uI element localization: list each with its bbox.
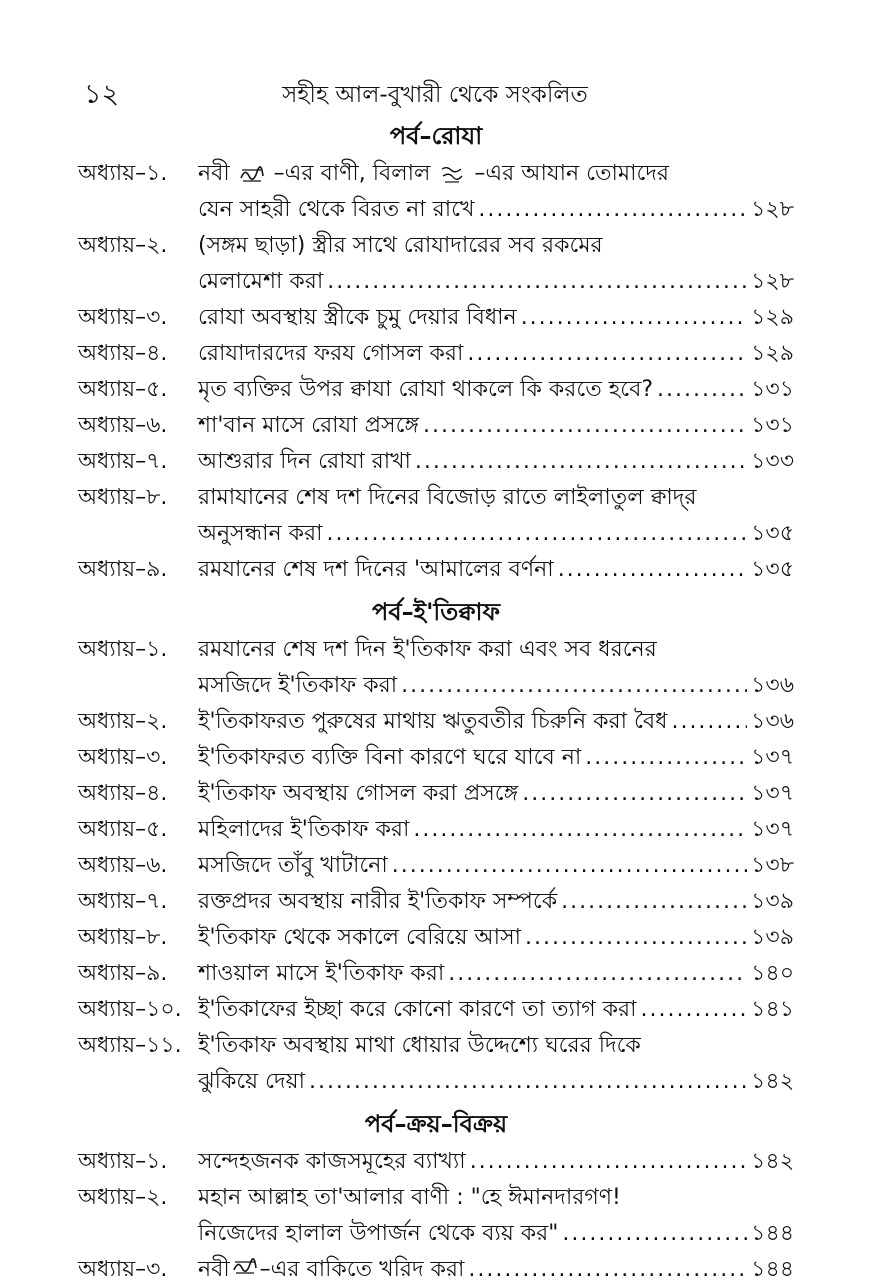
chapter-label: অধ্যায়–১১.	[78, 1033, 182, 1058]
chapter-label: অধ্যায়–৫.	[78, 817, 168, 842]
entry-text: নবী	[198, 161, 230, 186]
dot-leader	[470, 1144, 747, 1180]
chapter-label: অধ্যায়–৬.	[78, 413, 168, 438]
salawat-calligraphy-icon	[232, 1256, 258, 1276]
chapter-label: অধ্যায়–৯.	[78, 961, 168, 986]
chapter-label: অধ্যায়–৩.	[78, 305, 168, 330]
page-number: ১২	[84, 79, 120, 110]
entry-title: ই'তিকাফরত ব্যক্তি বিনা কারণে ঘরে যাবে না	[198, 745, 582, 770]
entry-title: –এর বাকিতে খরিদ করা	[259, 1257, 465, 1282]
entry-title: মসজিদে তাঁবু খাটানো	[198, 853, 388, 878]
dot-leader	[448, 956, 747, 992]
entry-title: রক্তপ্রদর অবস্থায় নারীর ই'তিকাফ সম্পর্কে	[198, 889, 558, 914]
entry-title: সন্দেহজনক কাজসমূহের ব্যাখ্যা	[198, 1149, 466, 1174]
toc-entry	[78, 812, 794, 848]
dot-leader	[468, 1252, 747, 1288]
section-title-roza: পর্ব–রোযা	[389, 122, 483, 150]
toc-entry	[78, 740, 794, 776]
chapter-label: অধ্যায়–১.	[78, 637, 168, 662]
page-ref: ১৪২	[751, 1149, 794, 1174]
page-header	[0, 60, 870, 110]
toc-entry	[78, 1252, 794, 1288]
chapter-label: অধ্যায়–৩.	[78, 1257, 168, 1282]
chapter-label: অধ্যায়–৪.	[78, 781, 168, 806]
chapter-label: অধ্যায়–৮.	[78, 925, 168, 950]
toc-entry	[78, 480, 794, 552]
dot-leader	[657, 372, 747, 408]
dot-leader	[327, 516, 748, 552]
page-ref: ১৪০	[751, 961, 794, 986]
toc-entry	[78, 1144, 794, 1180]
page-ref: ১৩৯	[751, 925, 794, 950]
toc-entry	[78, 336, 794, 372]
toc-entry	[78, 408, 794, 444]
toc-entry	[78, 1180, 794, 1252]
toc-entry	[78, 1028, 794, 1100]
toc-entry	[78, 444, 794, 480]
page-ref: ১২৮	[751, 269, 794, 294]
page-ref: ১৪৪	[751, 1221, 794, 1246]
page-ref: ১৩৭	[751, 745, 794, 770]
toc-entry	[78, 552, 794, 588]
toc-entry	[78, 632, 794, 704]
chapter-label: অধ্যায়–৯.	[78, 557, 168, 582]
section-title-itikaf: পর্ব–ই'তিক্বাফ	[371, 598, 501, 626]
page-ref: ১৩৬	[751, 673, 794, 698]
toc-entry	[78, 920, 794, 956]
dot-leader	[478, 192, 747, 228]
dot-leader	[413, 812, 747, 848]
entry-title-line: (সঙ্গম ছাড়া) স্ত্রীর সাথে রোযাদারের সব রকমের	[198, 233, 603, 258]
dot-leader	[401, 668, 747, 704]
dot-leader	[521, 300, 747, 336]
entry-title-line: ই'তিকাফ অবস্থায় মাথা ধোয়ার উদ্দেশ্যে ঘরের দিকে	[198, 1033, 641, 1058]
entry-title-line: মহান আল্লাহ তা'আলার বাণী : "হে ঈমানদারগণ!	[198, 1185, 621, 1210]
entry-text: –এর আযান তোমাদের	[474, 161, 669, 186]
page-ref: ১৩১	[751, 413, 794, 438]
dot-leader	[415, 444, 747, 480]
entry-title: ই'তিকাফ অবস্থায় গোসল করা প্রসঙ্গে	[198, 781, 519, 806]
toc-entry	[78, 884, 794, 920]
dot-leader	[585, 740, 747, 776]
page-ref: ১৩৭	[751, 781, 794, 806]
page-ref: ১৩৮	[751, 853, 794, 878]
dot-leader	[561, 884, 747, 920]
chapter-label: অধ্যায়–৮.	[78, 485, 168, 510]
entry-title: ই'তিকাফরত পুরুষের মাথায় ঋতুবতীর চিরুনি করা বৈধ	[198, 709, 668, 734]
chapter-label: অধ্যায়–৫.	[78, 377, 168, 402]
page-ref: ১৩১	[751, 377, 794, 402]
toc-entry	[78, 372, 794, 408]
page-ref: ১৩৩	[751, 449, 794, 474]
toc-entry	[78, 300, 794, 336]
dot-leader	[525, 920, 747, 956]
dot-leader	[562, 1216, 747, 1252]
entry-title: রমযানের শেষ দশ দিনের 'আমালের বর্ণনা	[198, 557, 554, 582]
chapter-label: অধ্যায়–৭.	[78, 889, 168, 914]
page-ref: ১৩৯	[751, 889, 794, 914]
entry-title: মসজিদে ই'তিকাফ করা	[198, 673, 398, 698]
chapter-label: অধ্যায়–২.	[78, 709, 168, 734]
entry-title: মহিলাদের ই'তিকাফ করা	[198, 817, 410, 842]
chapter-label: অধ্যায়–৩.	[78, 745, 168, 770]
chapter-label: অধ্যায়–৭.	[78, 449, 168, 474]
section-title-trade: পর্ব–ক্রয়–বিক্রয়	[364, 1110, 508, 1138]
entry-title-line: রমযানের শেষ দশ দিন ই'তিকাফ করা এবং সব ধরনের	[198, 637, 657, 662]
entry-text: –এর বাণী, বিলাল	[273, 161, 431, 186]
dot-leader	[641, 992, 748, 1028]
chapter-label: অধ্যায়–৬.	[78, 853, 168, 878]
dot-leader	[309, 1064, 747, 1100]
entry-title: অনুসন্ধান করা	[198, 521, 323, 546]
entry-title: শাওয়াল মাসে ই'তিকাফ করা	[198, 961, 445, 986]
table-of-contents	[78, 112, 794, 1288]
radiallahu-calligraphy-icon	[439, 164, 465, 184]
entry-title: ই'তিকাফের ইচ্ছা করে কোনো কারণে তা ত্যাগ করা	[198, 997, 637, 1022]
toc-entry	[78, 776, 794, 812]
toc-entry	[78, 848, 794, 884]
entry-title: আশুরার দিন রোযা রাখা	[198, 449, 411, 474]
entry-text: নবী	[198, 1257, 230, 1282]
entry-title: মৃত ব্যক্তির উপর ক্বাযা রোযা থাকলে কি করতে হবে?	[198, 377, 654, 402]
chapter-label: অধ্যায়–২.	[78, 233, 168, 258]
chapter-label: অধ্যায়–১.	[78, 161, 168, 186]
dot-leader	[392, 848, 747, 884]
toc-entry	[78, 228, 794, 300]
chapter-label: অধ্যায়–১.	[78, 1149, 168, 1174]
toc-entry	[78, 704, 794, 740]
salawat-calligraphy-icon	[239, 164, 265, 184]
page-ref: ১৩৬	[751, 709, 794, 734]
page-ref: ১৪১	[751, 997, 794, 1022]
chapter-label: অধ্যায়–১০.	[78, 997, 182, 1022]
toc-entry	[78, 956, 794, 992]
entry-title: রোযা অবস্থায় স্ত্রীকে চুমু দেয়ার বিধান	[198, 305, 517, 330]
dot-leader	[558, 552, 747, 588]
entry-title: নিজেদের হালাল উপার্জন থেকে ব্যয় কর"	[198, 1221, 559, 1246]
dot-leader	[671, 704, 747, 740]
page-ref: ১২৯	[751, 305, 794, 330]
page-ref: ১২৯	[751, 341, 794, 366]
toc-entry	[78, 156, 794, 228]
entry-title: যেন সাহরী থেকে বিরত না রাখে	[198, 197, 475, 222]
entry-title: ই'তিকাফ থেকে সকালে বেরিয়ে আসা	[198, 925, 521, 950]
page-ref: ১২৮	[751, 197, 794, 222]
running-title: সহীহ আল-বুখারী থেকে সংকলিত	[282, 82, 588, 108]
dot-leader	[327, 264, 747, 300]
chapter-label: অধ্যায়–৪.	[78, 341, 168, 366]
entry-title: রোযাদারদের ফরয গোসল করা	[198, 341, 464, 366]
entry-title-line: রামাযানের শেষ দশ দিনের বিজোড় রাতে লাইলাতুল ক্বাদ্‌র	[198, 485, 697, 510]
dot-leader	[423, 408, 747, 444]
dot-leader	[522, 776, 747, 812]
entry-title-line	[198, 156, 794, 192]
page-ref: ১৪৪	[751, 1257, 794, 1282]
entry-title: ঝুকিয়ে দেয়া	[198, 1069, 305, 1094]
toc-entry	[78, 992, 794, 1028]
page-ref: ১৩৭	[751, 817, 794, 842]
dot-leader	[467, 336, 747, 372]
chapter-label: অধ্যায়–২.	[78, 1185, 168, 1210]
page-ref: ১৩৫	[751, 557, 794, 582]
page-ref: ১৪২	[751, 1069, 794, 1094]
page-ref: ১৩৫	[751, 521, 794, 546]
entry-title: শা'বান মাসে রোযা প্রসঙ্গে	[198, 413, 419, 438]
entry-title: মেলামেশা করা	[198, 269, 324, 294]
